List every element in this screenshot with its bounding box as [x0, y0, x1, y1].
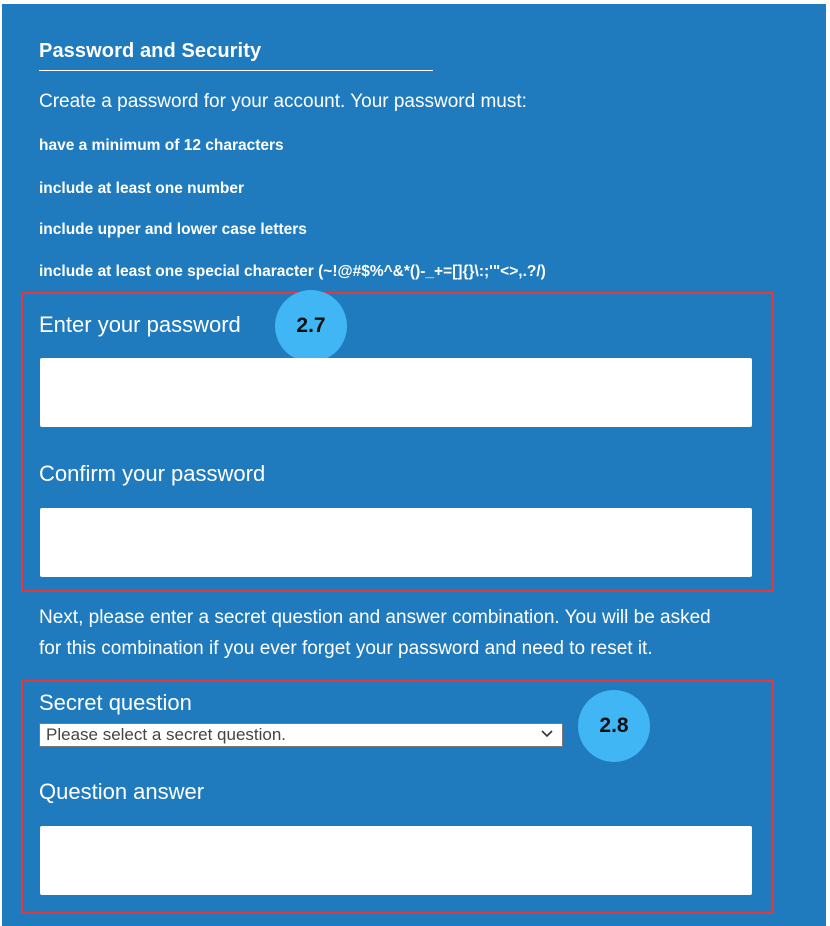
requirement-case: include upper and lower case letters	[39, 221, 307, 238]
secret-question-label: Secret question	[39, 690, 192, 715]
password-intro: Create a password for your account. Your password must:	[39, 91, 527, 112]
requirement-special-char: include at least one special character (~!@#$%^&*()-_+=[]{}\:;'"<>,.?/)	[39, 263, 546, 280]
password-security-panel	[2, 4, 826, 926]
requirement-min-length: have a minimum of 12 characters	[39, 137, 284, 154]
question-answer-label: Question answer	[39, 779, 205, 804]
section-title: Password and Security	[39, 40, 262, 62]
chevron-down-icon	[540, 726, 554, 740]
step-badge-2-7: 2.7	[275, 290, 347, 362]
secret-question-note	[39, 602, 799, 664]
secret-question-select-value: Please select a secret question.	[46, 725, 287, 744]
confirm-password-input[interactable]	[40, 508, 752, 577]
question-answer-input[interactable]	[40, 826, 752, 895]
secret-note-line-2: for this combination if you ever forget your password and need to reset it.	[39, 638, 653, 659]
requirement-number: include at least one number	[39, 180, 244, 197]
secret-note-line-1: Next, please enter a secret question and answer combination. You will be asked	[39, 607, 711, 628]
step-badge-2-8: 2.8	[578, 690, 650, 762]
title-underline	[39, 70, 433, 71]
secret-question-select[interactable]	[39, 723, 563, 747]
enter-password-label: Enter your password	[39, 312, 241, 337]
confirm-password-label: Confirm your password	[39, 461, 266, 486]
enter-password-input[interactable]	[40, 358, 752, 427]
